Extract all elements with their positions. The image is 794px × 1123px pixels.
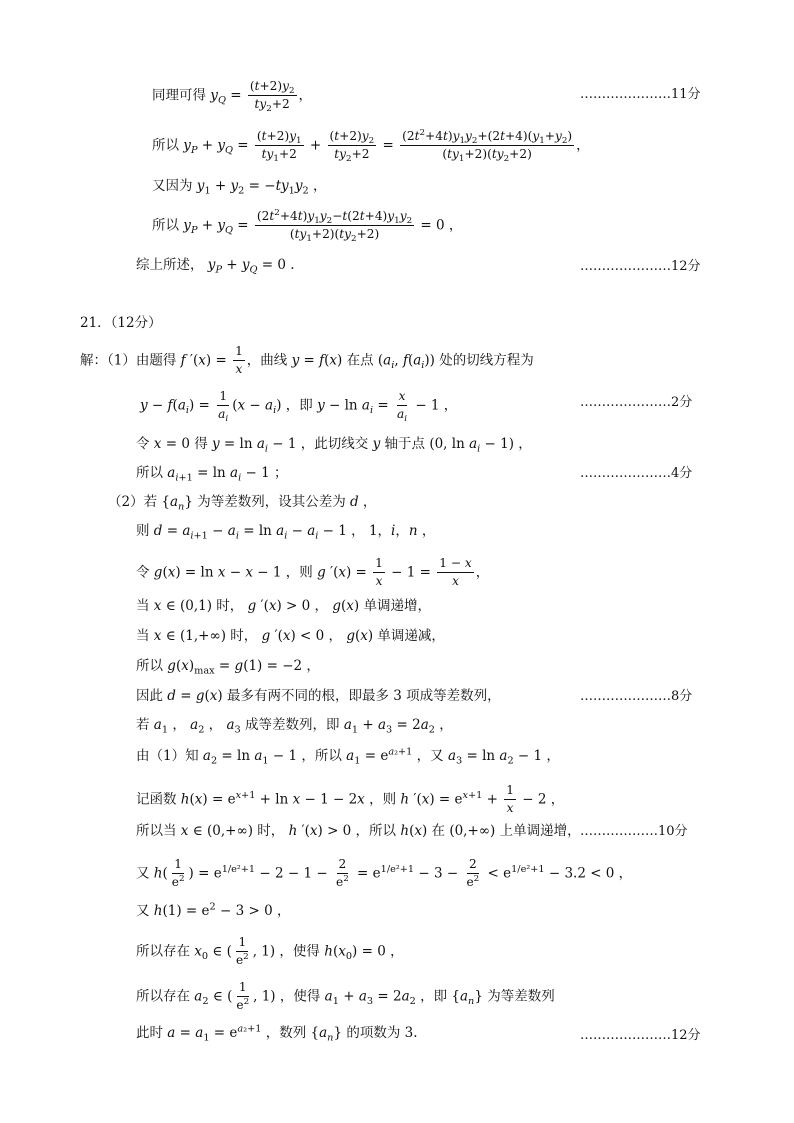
line-intercept: 令 x = 0 得 $y = \ln a_i - 1$ ，此切线交 y 轴于点 (0, $\ln a_i - 1$) ， [136,436,532,455]
line-same-reason-yq: 同理可得 $y_Q$ = $\frac{(t+2)y_2}{ty_2+2}$ ， [152,79,313,115]
line-at-most-three: 因此 d = g(x) 最多有两不同的根，即最多 3 项成等差数列， [136,688,501,704]
line-h-increasing: 所以当 x ∈ (0,+∞) 时， h ′(x) > 0 ，所以 h(x) 在 (0,+∞) 上单调递增， [136,823,581,839]
line-part2-assume: （2）若 $\{a_n\}$ 为等差数列，设其公差为 d ， [108,494,377,513]
score-8: …………………8分 [580,689,693,704]
line-exists-a2: 所以存在 $a_2$ ∈ ( $\frac{1}{e^2}$ , 1) ，使得 $a_1 + a_3 = 2a_2$ ，即 $\{a_n\}$ 为等差数列 [136,980,555,1013]
line-define-g: 令 g(x) = ln x − x − 1 ，则 g ′(x) = $\frac{1}{x}$ − 1 = $\frac{1 - x}{x}$ ， [136,556,490,589]
line-common-difference: 则 $d = a_{i+1} - a_i = \ln a_i - a_i - 1$ ， 1，i，n ， [136,523,436,542]
line-exists-x0: 所以存在 $x_0$ ∈ ( $\frac{1}{e^2}$ , 1) ，使得 $h(x_0) = 0$ ， [136,935,404,968]
line-sum-yp-yq: 所以 $y_P + y_Q$ = $\frac{(t+2)y_1}{ty_1+2}$ + $\frac{(t+2)y_2}{ty_2+2}$ = $\frac{(2t^2+4t)y_1y_2+(2t+4)(y_1+y_2)}{(ty_1+2)(ty_2+2)}$ ， [152,128,590,165]
score-10: ………………10分 [580,824,688,839]
line-g-increasing: 当 x ∈ (0,1) 时， g ′(x) > 0 ， g(x) 单调递增， [136,598,431,614]
line-final-answer: 此时 $a = a_1 = e^{a_2+1}$ ，数列 $\{a_n\}$ 的项数为 3. [136,1023,418,1044]
problem-number: 21．（12分） [80,315,162,331]
line-conclusion: 综上所述， $y_P + y_Q = 0$ . [136,257,295,276]
score-11: …………………11分 [580,87,701,102]
line-tangent-equation: $y - f(a_i)$ = $\frac{1}{a_i}$ $(x - a_i)$ ，即 $y - \ln a_i$ = $\frac{x}{a_i}$ − 1 ， [140,389,458,425]
line-sum-equals-zero: 所以 $y_P + y_Q$ = $\frac{(2t^2+4t)y_1y_2-t(2t+4)y_1y_2}{(ty_1+2)(ty_2+2)}$ = 0 ， [152,208,463,245]
score-12-b: …………………12分 [580,1028,701,1043]
line-h-at-one: 又 $h(1) = e^2 - 3 > 0$ ， [136,901,291,919]
line-g-max: 所以 $g(x)_{max} = g(1) = -2$ ， [136,658,320,677]
line-from-part1: 由（1）知 $a_2 = \ln a_1 - 1$ ，所以 $a_1 = e^{a_2+1}$ ，又 $a_3 = \ln a_2 - 1$ ， [136,746,560,767]
line-g-decreasing: 当 x ∈ (1,+∞) 时， g ′(x) < 0 ， g(x) 单调递减， [136,628,445,644]
line-part1-derivative: 解：（1）由题得 f ′(x) = $\frac{1}{x}$ ，曲线 y = f(x) 在点 ($a_i$, $f(a_i)$) 处的切线方程为 [80,344,534,377]
line-three-terms: 若 $a_1$ ， $a_2$ ， $a_3$ 成等差数列，即 $a_1 + a_3 = 2a_2$ ， [136,717,453,736]
line-recurrence: 所以 $a_{i+1} = \ln a_i - 1$ ； [136,465,288,484]
score-2: …………………2分 [580,395,693,410]
line-h-at-small: 又 h( $\frac{1}{e^2}$ ) = $e^{1/e^2+1} - 2 - 1$ − $\frac{2}{e^2}$ = $e^{1/e^2+1} - 3$ − $\frac{2}{e^2}$ < $e^{1/e^2+1} - 3.2 < 0$ ， [136,857,633,890]
score-4: …………………4分 [580,466,693,481]
score-12-a: …………………12分 [580,259,701,274]
line-y1-plus-y2: 又因为 $y_1 + y_2 = -ty_1y_2$ ， [152,178,327,197]
line-define-h: 记函数 $h(x) = e^{x+1} + \ln x - 1 - 2x$ ，则 h $'(x) = e^{x+1}$ + $\frac{1}{x}$ − 2 ， [136,783,565,816]
